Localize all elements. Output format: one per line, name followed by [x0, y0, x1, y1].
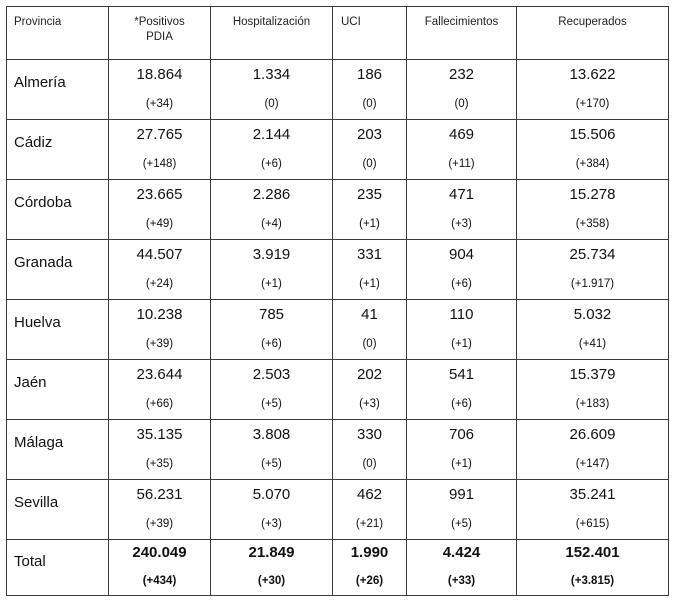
uci-cell	[333, 300, 407, 360]
positivos-delta: (+24)	[145, 278, 174, 290]
fallecimientos-delta: (+6)	[451, 278, 472, 290]
fallecimientos-value: 991	[448, 486, 475, 503]
total-positivos-cell	[109, 540, 211, 596]
recuperados-value: 15.506	[569, 126, 616, 143]
uci-cell	[333, 480, 407, 540]
fallecimientos-value: 541	[448, 366, 475, 383]
recuperados-cell	[517, 180, 669, 240]
uci-delta: (+1)	[359, 218, 380, 230]
uci-cell	[333, 180, 407, 240]
table-row	[7, 300, 669, 360]
positivos-value: 27.765	[136, 126, 183, 143]
uci-cell	[333, 240, 407, 300]
positivos-delta: (+66)	[145, 398, 174, 410]
uci-cell	[333, 420, 407, 480]
recuperados-delta: (+384)	[575, 158, 610, 170]
total-label: Total	[7, 540, 109, 596]
province-name: Jaén	[7, 360, 109, 420]
total-recuperados-cell	[517, 540, 669, 596]
uci-delta: (0)	[362, 158, 377, 170]
recuperados-delta: (+358)	[575, 218, 610, 230]
province-name: Córdoba	[7, 180, 109, 240]
uci-value: 235	[356, 186, 383, 203]
total-recuperados-delta: (+3.815)	[570, 575, 615, 587]
hospitalizacion-cell	[211, 300, 333, 360]
positivos-value: 23.665	[136, 186, 183, 203]
header-positivos	[109, 7, 211, 60]
uci-delta: (+1)	[359, 278, 380, 290]
fallecimientos-delta: (+11)	[448, 158, 475, 170]
hospitalizacion-delta: (+5)	[261, 398, 282, 410]
province-name: Cádiz	[7, 120, 109, 180]
total-positivos-value: 240.049	[132, 544, 187, 561]
uci-value: 331	[356, 246, 383, 263]
positivos-value: 23.644	[136, 366, 183, 383]
header-provincia: Provincia	[7, 7, 109, 60]
uci-delta: (0)	[362, 458, 377, 470]
positivos-cell	[109, 420, 211, 480]
total-hospitalizacion-value: 21.849	[248, 544, 295, 561]
fallecimientos-cell	[407, 240, 517, 300]
hospitalizacion-value: 785	[258, 306, 285, 323]
positivos-delta: (+39)	[145, 338, 174, 350]
fallecimientos-delta: (+6)	[451, 398, 472, 410]
total-uci-value: 1.990	[350, 544, 389, 561]
positivos-cell	[109, 120, 211, 180]
fallecimientos-cell	[407, 360, 517, 420]
fallecimientos-value: 706	[448, 426, 475, 443]
recuperados-cell	[517, 360, 669, 420]
hospitalizacion-value: 3.808	[252, 426, 291, 443]
uci-value: 330	[356, 426, 383, 443]
fallecimientos-cell	[407, 480, 517, 540]
fallecimientos-cell	[407, 300, 517, 360]
table-row	[7, 420, 669, 480]
uci-delta: (+3)	[359, 398, 380, 410]
positivos-value: 18.864	[136, 66, 183, 83]
hospitalizacion-cell	[211, 240, 333, 300]
positivos-cell	[109, 360, 211, 420]
header-row	[7, 7, 669, 60]
table-row	[7, 360, 669, 420]
recuperados-delta: (+147)	[575, 458, 610, 470]
positivos-delta: (+35)	[145, 458, 174, 470]
hospitalizacion-cell	[211, 180, 333, 240]
province-name: Málaga	[7, 420, 109, 480]
hospitalizacion-cell	[211, 60, 333, 120]
positivos-cell	[109, 300, 211, 360]
uci-value: 41	[361, 306, 378, 323]
recuperados-delta: (+170)	[575, 98, 610, 110]
hospitalizacion-delta: (+3)	[261, 518, 282, 530]
hospitalizacion-value: 1.334	[252, 66, 291, 83]
uci-value: 462	[356, 486, 383, 503]
recuperados-cell	[517, 300, 669, 360]
positivos-value: 10.238	[136, 306, 183, 323]
hospitalizacion-cell	[211, 420, 333, 480]
recuperados-value: 5.032	[573, 306, 612, 323]
positivos-value: 44.507	[136, 246, 183, 263]
total-uci-delta: (+26)	[355, 575, 384, 587]
positivos-cell	[109, 240, 211, 300]
total-uci-cell	[333, 540, 407, 596]
hospitalizacion-cell	[211, 120, 333, 180]
hospitalizacion-value: 2.144	[252, 126, 291, 143]
table-row	[7, 180, 669, 240]
hospitalizacion-delta: (+6)	[261, 338, 282, 350]
header-hospitalizacion: Hospitalización	[211, 7, 333, 60]
recuperados-value: 15.278	[569, 186, 616, 203]
fallecimientos-delta: (0)	[454, 98, 469, 110]
positivos-cell	[109, 480, 211, 540]
total-row	[7, 540, 669, 596]
recuperados-value: 13.622	[569, 66, 616, 83]
header-positivos-line2: PDIA	[146, 31, 173, 43]
hospitalizacion-value: 5.070	[252, 486, 291, 503]
fallecimientos-delta: (+1)	[451, 458, 472, 470]
recuperados-cell	[517, 120, 669, 180]
total-fallecimientos-value: 4.424	[442, 544, 481, 561]
positivos-value: 35.135	[136, 426, 183, 443]
total-hospitalizacion-delta: (+30)	[257, 575, 286, 587]
uci-delta: (0)	[362, 338, 377, 350]
hospitalizacion-value: 2.286	[252, 186, 291, 203]
table-row	[7, 120, 669, 180]
recuperados-delta: (+41)	[578, 338, 607, 350]
recuperados-value: 26.609	[569, 426, 616, 443]
hospitalizacion-cell	[211, 360, 333, 420]
header-recuperados: Recuperados	[517, 7, 669, 60]
uci-value: 202	[356, 366, 383, 383]
province-name: Huelva	[7, 300, 109, 360]
hospitalizacion-delta: (+1)	[261, 278, 282, 290]
recuperados-value: 25.734	[569, 246, 616, 263]
hospitalizacion-value: 3.919	[252, 246, 291, 263]
header-uci: UCI	[333, 7, 407, 60]
hospitalizacion-cell	[211, 480, 333, 540]
total-hospitalizacion-cell	[211, 540, 333, 596]
positivos-delta: (+49)	[145, 218, 174, 230]
uci-cell	[333, 60, 407, 120]
positivos-delta: (+148)	[142, 158, 177, 170]
header-fallecimientos: Fallecimientos	[407, 7, 517, 60]
recuperados-cell	[517, 240, 669, 300]
positivos-cell	[109, 180, 211, 240]
province-name: Granada	[7, 240, 109, 300]
province-name: Sevilla	[7, 480, 109, 540]
hospitalizacion-delta: (+5)	[261, 458, 282, 470]
total-fallecimientos-cell	[407, 540, 517, 596]
fallecimientos-delta: (+1)	[451, 338, 472, 350]
uci-delta: (+21)	[355, 518, 384, 530]
fallecimientos-delta: (+3)	[451, 218, 472, 230]
fallecimientos-cell	[407, 420, 517, 480]
recuperados-delta: (+1.917)	[570, 278, 615, 290]
hospitalizacion-delta: (0)	[264, 98, 279, 110]
positivos-value: 56.231	[136, 486, 183, 503]
total-fallecimientos-delta: (+33)	[447, 575, 476, 587]
fallecimientos-value: 471	[448, 186, 475, 203]
uci-value: 203	[356, 126, 383, 143]
uci-cell	[333, 360, 407, 420]
fallecimientos-cell	[407, 180, 517, 240]
recuperados-cell	[517, 420, 669, 480]
recuperados-cell	[517, 480, 669, 540]
total-recuperados-value: 152.401	[565, 544, 620, 561]
hospitalizacion-delta: (+6)	[261, 158, 282, 170]
covid-province-table	[6, 6, 669, 596]
total-positivos-delta: (+434)	[142, 575, 177, 587]
recuperados-value: 35.241	[569, 486, 616, 503]
uci-delta: (0)	[362, 98, 377, 110]
uci-value: 186	[356, 66, 383, 83]
uci-cell	[333, 120, 407, 180]
fallecimientos-delta: (+5)	[451, 518, 472, 530]
positivos-delta: (+34)	[145, 98, 174, 110]
recuperados-delta: (+615)	[575, 518, 610, 530]
table-row	[7, 480, 669, 540]
recuperados-value: 15.379	[569, 366, 616, 383]
positivos-delta: (+39)	[145, 518, 174, 530]
fallecimientos-value: 469	[448, 126, 475, 143]
hospitalizacion-delta: (+4)	[261, 218, 282, 230]
province-name: Almería	[7, 60, 109, 120]
fallecimientos-value: 904	[448, 246, 475, 263]
table-row	[7, 240, 669, 300]
fallecimientos-value: 110	[449, 306, 474, 323]
recuperados-delta: (+183)	[575, 398, 610, 410]
hospitalizacion-value: 2.503	[252, 366, 291, 383]
fallecimientos-cell	[407, 60, 517, 120]
positivos-cell	[109, 60, 211, 120]
header-positivos-line1: *Positivos	[134, 16, 185, 28]
recuperados-cell	[517, 60, 669, 120]
table-row	[7, 60, 669, 120]
fallecimientos-value: 232	[448, 66, 475, 83]
fallecimientos-cell	[407, 120, 517, 180]
